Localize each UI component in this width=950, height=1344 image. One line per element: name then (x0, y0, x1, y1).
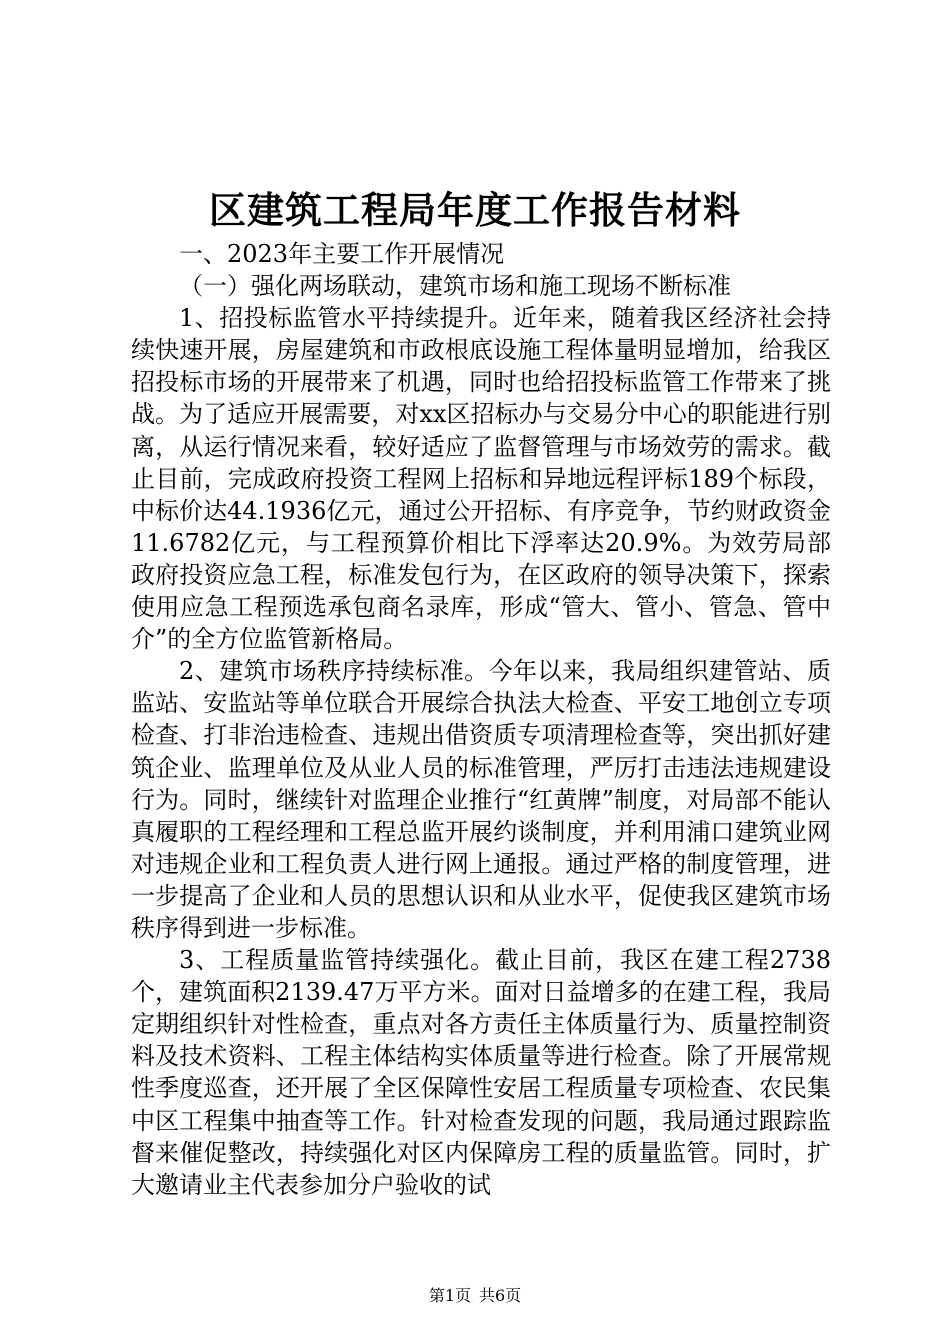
paragraph-quality-supervision: 3、工程质量监管持续强化。截止目前，我区在建工程2738个，建筑面积2139.47万平方米。面对日益增多的在建工程，我局定期组织针对性检查，重点对各方责任主体质量行为、质量控制资料及技术资料、工程主体结构实体质量等进行检查。除了开展常规性季度巡查，还开展了全区保障性安居工程质量专项检查、农民集中区工程集中抽查等工作。针对检查发现的问题，我局通过跟踪监督来催促整改，持续强化对区内保障房工程的质量监管。同时，扩大邀请业主代表参加分户验收的试 (131, 946, 831, 1199)
document-title: 区建筑工程局年度工作报告材料 (209, 188, 741, 232)
subsection-heading: （一）强化两场联动，建筑市场和施工现场不断标准 (179, 272, 731, 301)
paragraph-bidding-supervision: 1、招投标监管水平持续提升。近年来，随着我区经济社会持续快速开展，房屋建筑和市政根底设施工程体量明显增加，给我区招投标市场的开展带来了机遇，同时也给招投标监管工作带来了挑战。为了适应开展需要，对xx区招标办与交易分中心的职能进行别离，从运行情况来看，较好适应了监督管理与市场效劳的需求。截止目前，完成政府投资工程网上招标和异地远程评标189个标段，中标价达44.1936亿元，通过公开招标、有序竞争，节约财政资金11.6782亿元，与工程预算价相比下浮率达20.9%。为效劳局部政府投资应急工程，标准发包行为，在区政府的领导决策下，探索使用应急工程预选承包商名录库，形成“管大、管小、管急、管中介”的全方位监管新格局。 (131, 304, 831, 654)
document-body (131, 238, 831, 1201)
page-total: 共6页 (479, 1286, 522, 1305)
paragraph-market-order: 2、建筑市场秩序持续标准。今年以来，我局组织建管站、质监站、安监站等单位联合开展综合执法大检查、平安工地创立专项检查、打非治违检查、违规出借资质专项清理检查等，突出抓好建筑企业、监理单位及从业人员的标准管理，严厉打击违法违规建设行为。同时，继续针对监理企业推行“红黄牌”制度，对局部不能认真履职的工程经理和工程总监开展约谈制度，并利用浦口建筑业网对违规企业和工程负责人进行网上通报。通过严格的制度管理，进一步提高了企业和人员的思想认识和从业水平，促使我区建筑市场秩序得到进一步标准。 (131, 657, 831, 942)
page-number: 第1页 (428, 1286, 471, 1305)
page-footer (0, 1285, 950, 1307)
section-heading: 一、2023年主要工作开展情况 (179, 240, 505, 268)
